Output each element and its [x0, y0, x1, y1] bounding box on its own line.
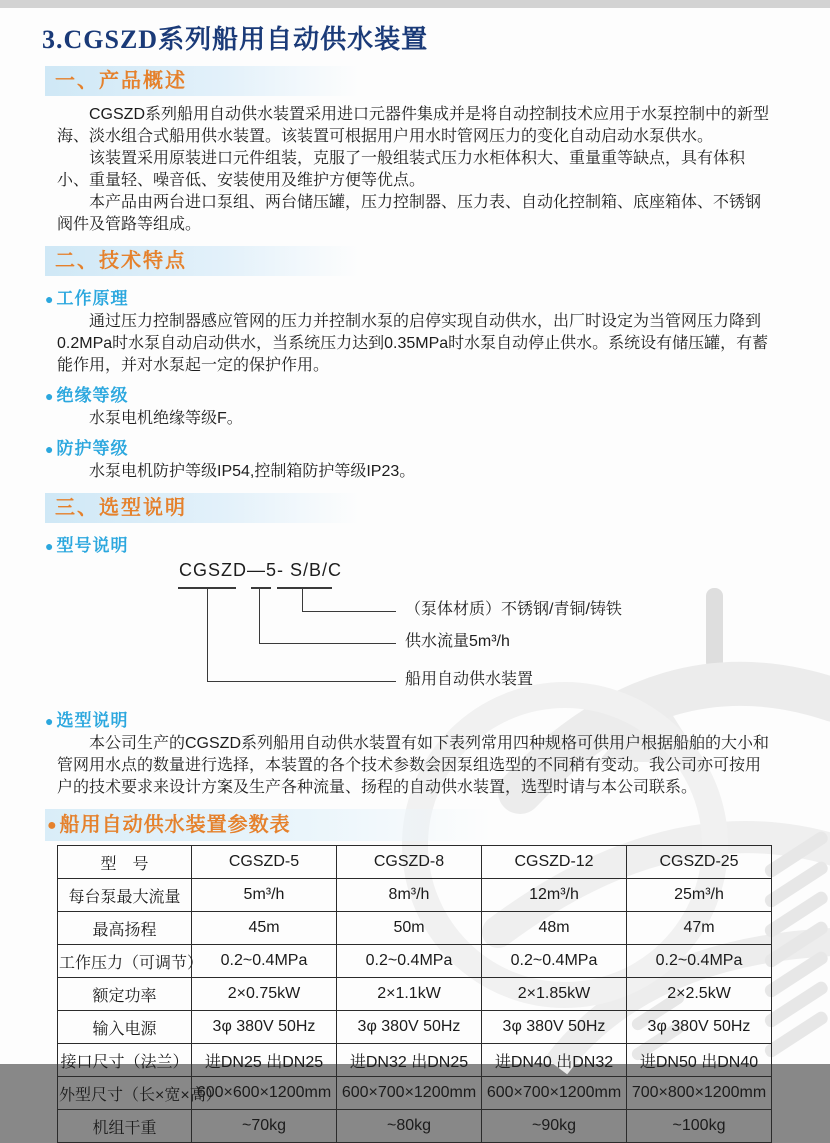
param-value-cell: ~100kg	[627, 1110, 772, 1143]
diagram-label-device: 船用自动供水装置	[405, 671, 534, 688]
selection-note-label	[45, 706, 775, 731]
overview-paragraph: CGSZD系列船用自动供水装置采用进口元器件集成并是将自动控制技术应用于水泵控制中的新型海、淡水组合式船用供水装置。该装置可根据用户用水时管网压力的变化自动启动水泵供水。	[57, 106, 770, 145]
param-label-cell: 最高扬程	[58, 912, 192, 945]
param-value-cell: 0.2~0.4MPa	[482, 945, 627, 978]
bullet-icon: ●	[45, 388, 55, 404]
param-value-cell: 进DN40 出DN32	[482, 1044, 627, 1077]
param-value-cell: 3φ 380V 50Hz	[482, 1011, 627, 1044]
feature-label-insulation-class	[45, 381, 775, 406]
param-value-cell: 47m	[627, 912, 772, 945]
section-heading-selection: 三、选型说明	[45, 493, 375, 523]
model-code-label-text: 型号说明	[56, 536, 129, 555]
table-row	[58, 1044, 772, 1077]
param-label-cell: 外型尺寸（长×宽×高）	[58, 1077, 192, 1110]
param-value-cell: 2×1.85kW	[482, 978, 627, 1011]
table-row	[58, 879, 772, 912]
param-value-cell: CGSZD-8	[337, 846, 482, 879]
table-header-row	[58, 846, 772, 879]
param-value-cell: 50m	[337, 912, 482, 945]
section-heading-overview: 一、产品概述	[45, 66, 375, 96]
table-heading	[45, 809, 515, 841]
selection-note-text: 本公司生产的CGSZD系列船用自动供水装置有如下表列常用四种规格可供用户根据船舶的大小和管网用水点的数量进行选择，本装置的各个技术参数会因泵组选型的不同稍有变动。我公司亦可按用户的技术要求来设计方案及生产各种流量、扬程的自动供水装置，选型时请与本公司联系。	[57, 735, 770, 796]
table-heading-text: 船用自动供水装置参数表	[59, 814, 291, 836]
feature-text: 水泵电机防护等级IP54,控制箱防护等级IP23。	[89, 463, 416, 480]
table-row	[58, 1110, 772, 1143]
feature-label-working-principle	[45, 284, 775, 309]
param-value-cell: 3φ 380V 50Hz	[337, 1011, 482, 1044]
param-label-cell: 每台泵最大流量	[58, 879, 192, 912]
param-value-cell: 2×0.75kW	[192, 978, 337, 1011]
bullet-icon: ●	[45, 538, 55, 554]
param-value-cell: 8m³/h	[337, 879, 482, 912]
param-value-cell: CGSZD-5	[192, 846, 337, 879]
param-value-cell: 5m³/h	[192, 879, 337, 912]
feature-text: 水泵电机绝缘等级F。	[89, 410, 243, 427]
parameter-table	[57, 845, 772, 1143]
page-title: 3.CGSZD系列船用自动供水装置	[42, 25, 429, 54]
bullet-icon: ●	[47, 817, 58, 834]
param-value-cell: 3φ 380V 50Hz	[192, 1011, 337, 1044]
param-value-cell: 600×700×1200mm	[337, 1077, 482, 1110]
table-row	[58, 912, 772, 945]
bullet-icon: ●	[45, 713, 55, 729]
selection-note-label-text: 选型说明	[56, 711, 129, 730]
overview-paragraph: 该装置采用原装进口元件组装，克服了一般组装式压力水柜体积大、重量重等缺点，具有体积小、重量轻、噪音低、安装使用及维护方便等优点。	[57, 150, 746, 189]
param-value-cell: ~70kg	[192, 1110, 337, 1143]
param-value-cell: 3φ 380V 50Hz	[627, 1011, 772, 1044]
table-row	[58, 978, 772, 1011]
diagram-label-flow: 供水流量5m³/h	[405, 633, 510, 650]
param-value-cell: 48m	[482, 912, 627, 945]
param-value-cell: 2×1.1kW	[337, 978, 482, 1011]
overview-paragraph: 本产品由两台进口泵组、两台储压罐，压力控制器、压力表、自动化控制箱、底座箱体、不锈钢阀件及管路等组成。	[57, 194, 762, 233]
feature-label-text: 绝缘等级	[56, 386, 129, 405]
param-value-cell: ~90kg	[482, 1110, 627, 1143]
param-value-cell: 600×600×1200mm	[192, 1077, 337, 1110]
bullet-icon: ●	[45, 291, 55, 307]
model-code-label	[45, 531, 775, 556]
connector-line-material	[302, 589, 396, 612]
param-value-cell: CGSZD-12	[482, 846, 627, 879]
param-value-cell: 进DN32 出DN25	[337, 1044, 482, 1077]
param-value-cell: 25m³/h	[627, 879, 772, 912]
param-label-cell: 机组干重	[58, 1110, 192, 1143]
table-row	[58, 1011, 772, 1044]
param-label-cell: 接口尺寸（法兰）	[58, 1044, 192, 1077]
feature-label-text: 防护等级	[56, 439, 129, 458]
model-code-text: CGSZD—5- S/B/C	[179, 560, 343, 580]
param-value-cell: 0.2~0.4MPa	[192, 945, 337, 978]
model-designation-diagram	[57, 560, 775, 702]
param-label-cell: 输入电源	[58, 1011, 192, 1044]
feature-label-protection-class	[45, 434, 775, 459]
param-value-cell: 45m	[192, 912, 337, 945]
param-value-cell: 进DN25 出DN25	[192, 1044, 337, 1077]
param-label-cell: 型 号	[58, 846, 192, 879]
bullet-icon: ●	[45, 441, 55, 457]
param-value-cell: 0.2~0.4MPa	[627, 945, 772, 978]
param-value-cell: CGSZD-25	[627, 846, 772, 879]
param-value-cell: 进DN50 出DN40	[627, 1044, 772, 1077]
param-label-cell: 工作压力（可调节）	[58, 945, 192, 978]
feature-label-text: 工作原理	[56, 289, 129, 308]
param-label-cell: 额定功率	[58, 978, 192, 1011]
diagram-label-material: （泵体材质）不锈钢/青铜/铸铁	[405, 601, 622, 618]
param-value-cell: ~80kg	[337, 1110, 482, 1143]
param-value-cell: 12m³/h	[482, 879, 627, 912]
section-heading-features: 二、技术特点	[45, 246, 375, 276]
table-row	[58, 1077, 772, 1110]
table-row	[58, 945, 772, 978]
feature-text: 通过压力控制器感应管网的压力并控制水泵的启停实现自动供水，出厂时设定为当管网压力降到0.2MPa时水泵自动启动供水，当系统压力达到0.35MPa时水泵自动停止供水。系统设有储压罐，有蓄能作用，并对水泵起一定的保护作用。	[57, 313, 769, 374]
param-value-cell: 700×800×1200mm	[627, 1077, 772, 1110]
param-value-cell: 2×2.5kW	[627, 978, 772, 1011]
param-value-cell: 0.2~0.4MPa	[337, 945, 482, 978]
param-value-cell: 600×700×1200mm	[482, 1077, 627, 1110]
